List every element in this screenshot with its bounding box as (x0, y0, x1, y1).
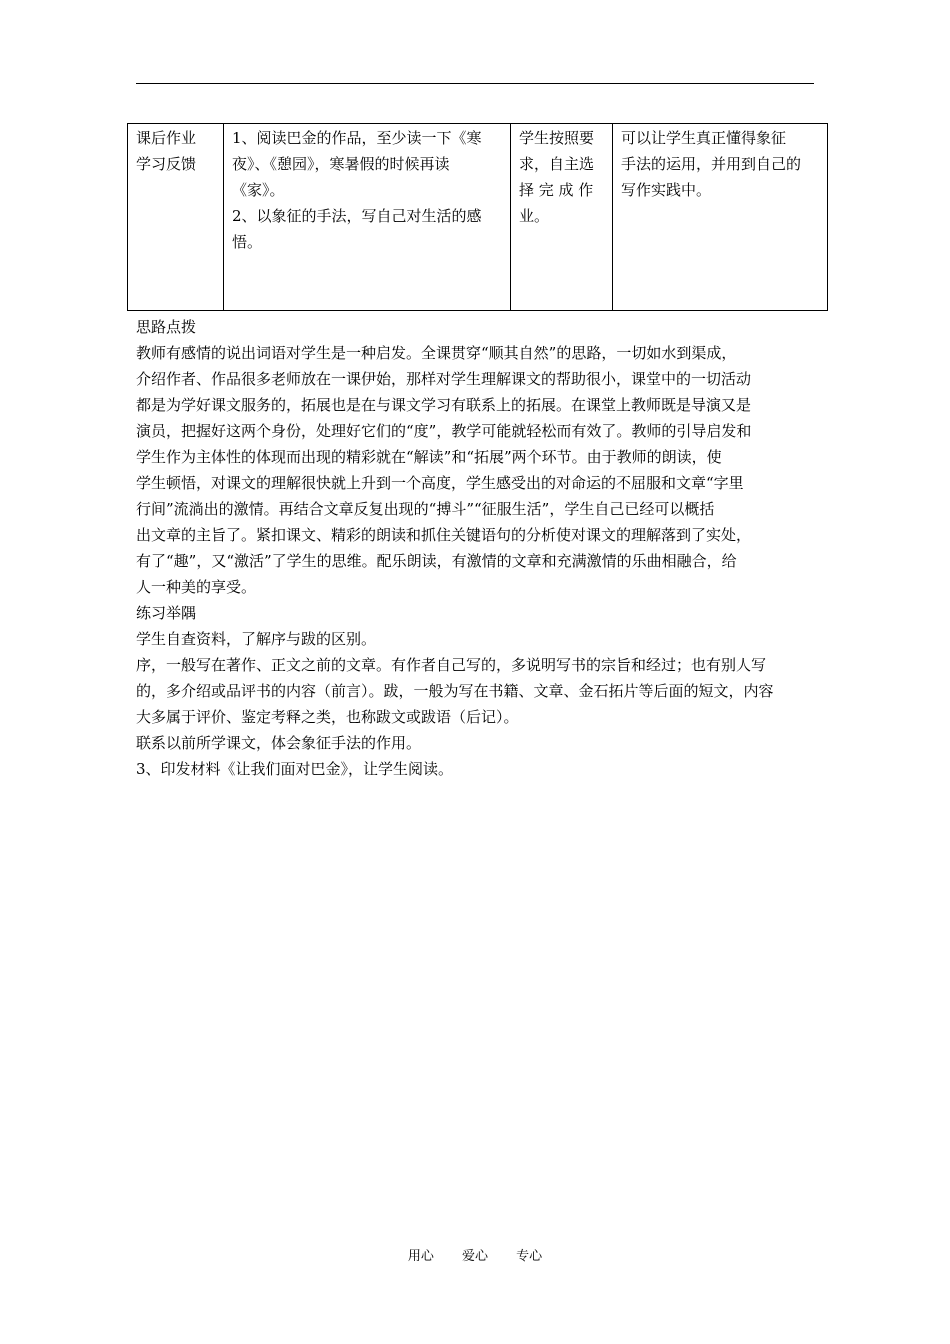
footer-item: 专心 (516, 1249, 543, 1264)
cell-line: 夜》、《憩园》，寒暑假的时候再读 (232, 155, 450, 173)
cell-line: 学习反馈 (136, 155, 197, 173)
table-cell-student-activity (511, 124, 613, 311)
paragraph-line: 行间”流淌出的激情。再结合文章反复出现的“搏斗”“征服生活”，学生自己已经可以概括 (136, 500, 715, 518)
table-row (128, 124, 828, 311)
table-cell-section (128, 124, 224, 311)
cell-line: 1、阅读巴金的作品，至少读一下《寒 (232, 129, 482, 147)
table-cell-design-intent (613, 124, 828, 311)
paragraph-line: 介绍作者、作品很多老师放在一课伊始，那样对学生理解课文的帮助很小，课堂中的一切活动 (136, 370, 752, 388)
paragraph-line: 的，多介绍或品评书的内容（前言）。跋，一般为写在书籍、文章、金石拓片等后面的短文，内容 (136, 682, 774, 700)
cell-line: 可以让学生真正懂得象征 (621, 129, 787, 147)
paragraph-line: 大多属于评价、鉴定考释之类，也称跋文或跋语（后记）。 (136, 708, 519, 726)
cell-line: 2、以象征的手法，写自己对生活的感 (232, 207, 482, 225)
paragraph-line: 出文章的主旨了。紧扣课文、精彩的朗读和抓住关键语句的分析使对课文的理解落到了实处， (136, 526, 752, 544)
paragraph-line: 序，一般写在著作、正文之前的文章。有作者自己写的，多说明写书的宗旨和经过；也有别人写 (136, 656, 767, 674)
cell-line: 求，自主选 (519, 155, 595, 173)
paragraph-line: 都是为学好课文服务的，拓展也是在与课文学习有联系上的拓展。在课堂上教师既是导演又是 (136, 396, 752, 414)
body-text (136, 314, 826, 782)
paragraph-line: 学生顿悟，对课文的理解很快就上升到一个高度，学生感受出的对命运的不屈服和文章“字里 (136, 474, 744, 492)
cell-line: 悟。 (232, 233, 263, 251)
cell-line: 《家》。 (232, 181, 285, 199)
footer-item: 爱心 (461, 1249, 488, 1264)
paragraph-line: 联系以前所学课文，体会象征手法的作用。 (136, 734, 422, 752)
cell-line: 择 完 成 作 (519, 181, 594, 199)
table-cell-content (224, 124, 511, 311)
cell-line: 学生按照要 (519, 129, 595, 147)
page-footer (0, 1248, 950, 1266)
paragraph-line: 学生作为主体性的体现而出现的精彩就在“解读”和“拓展”两个环节。由于教师的朗读，使 (136, 448, 722, 466)
section-heading-practice: 练习举隅 (136, 604, 197, 622)
header-rule (136, 83, 814, 84)
cell-line: 课后作业 (136, 129, 197, 147)
cell-line: 手法的运用，并用到自己的 (621, 155, 802, 173)
paragraph-line: 3、印发材料《让我们面对巴金》，让学生阅读。 (136, 760, 454, 778)
cell-line: 写作实践中。 (621, 181, 712, 199)
paragraph-line: 有了“趣”，又“激活”了学生的思维。配乐朗读，有激情的文章和充满激情的乐曲相融合，给 (136, 552, 737, 570)
footer-item: 用心 (407, 1249, 434, 1264)
paragraph-line: 演员，把握好这两个身份，处理好它们的“度”，教学可能就轻松而有效了。教师的引导启发和 (136, 422, 752, 440)
paragraph-line: 教师有感情的说出词语对学生是一种启发。全课贯穿“顺其自然”的思路，一切如水到渠成， (136, 344, 737, 362)
section-heading-thinking: 思路点拨 (136, 318, 197, 336)
lesson-table (127, 123, 828, 311)
cell-line: 业。 (519, 207, 550, 225)
paragraph-line: 学生自查资料，了解序与跋的区别。 (136, 630, 377, 648)
paragraph-line: 人一种美的享受。 (136, 578, 257, 596)
